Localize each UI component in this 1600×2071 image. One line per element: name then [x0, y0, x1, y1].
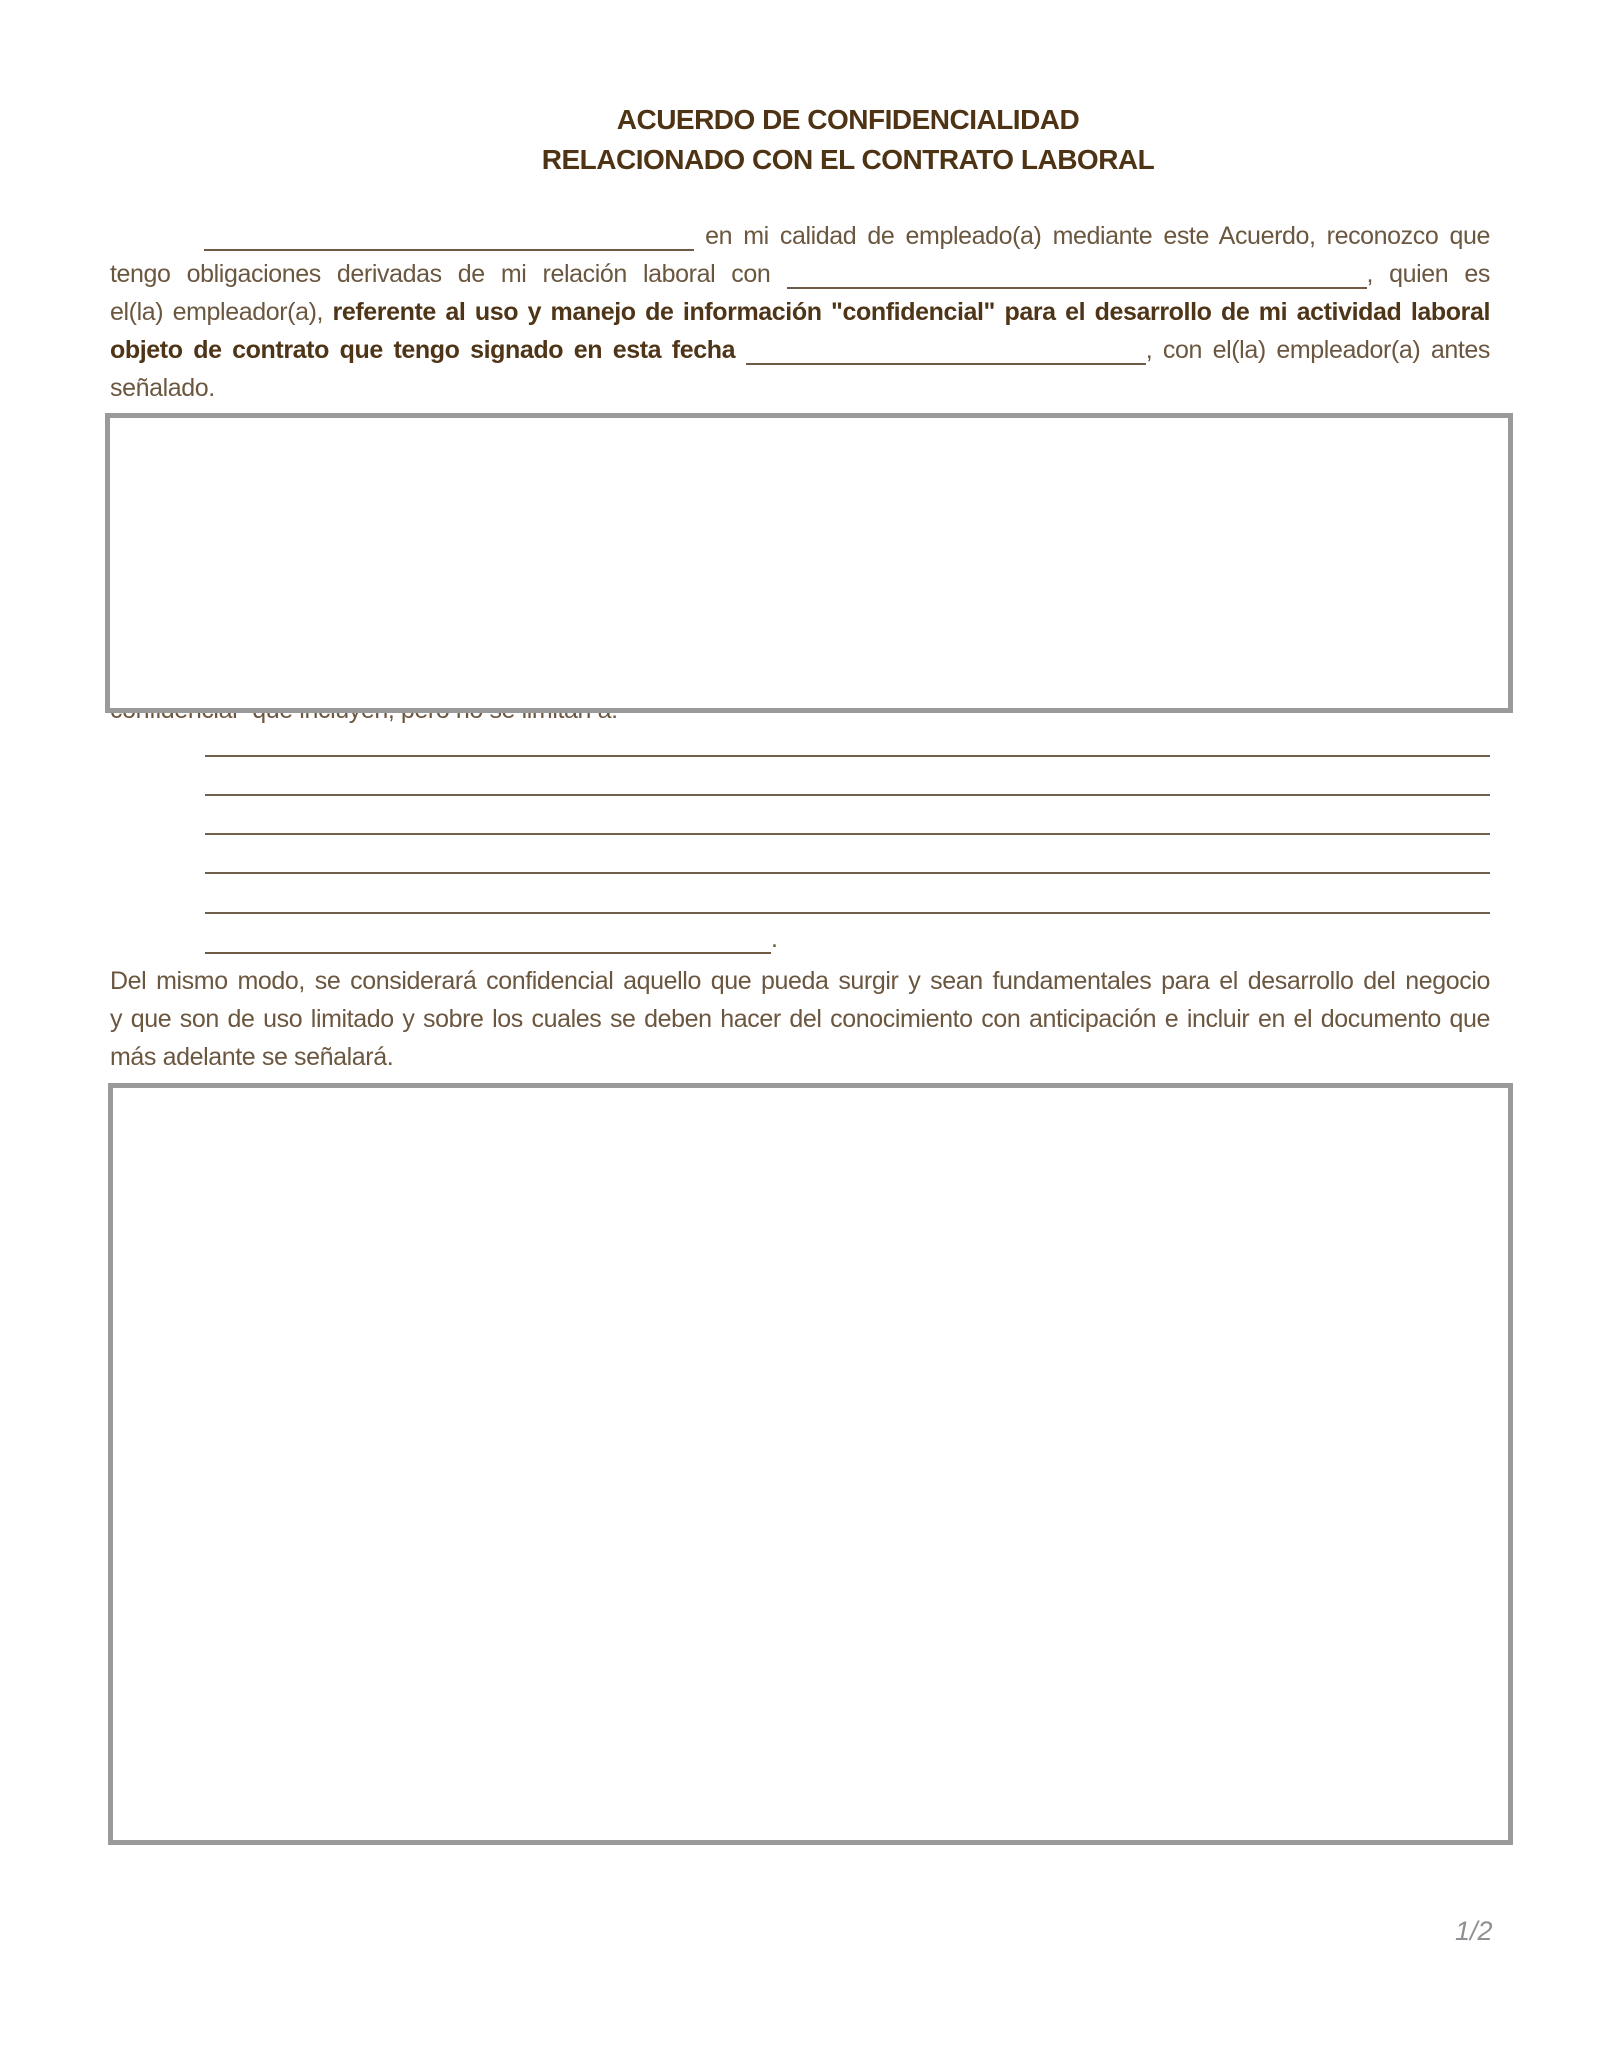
intro-line-3-regular: el(la) empleador(a),: [110, 298, 324, 326]
blank-employer-name[interactable]: [787, 287, 1367, 289]
fill-line-4[interactable]: [205, 872, 1490, 874]
intro-line-1: [110, 217, 1490, 255]
title-line-2: RELACIONADO CON EL CONTRATO LABORAL: [541, 144, 1155, 175]
page-number: 1/2: [1455, 1916, 1493, 1946]
fill-line-6-period: .: [771, 925, 778, 953]
document-title: [110, 100, 1490, 180]
fill-line-3[interactable]: [205, 833, 1490, 835]
title-line-1: ACUERDO DE CONFIDENCIALIDAD: [616, 104, 1080, 135]
intro-line-4: [110, 331, 1490, 369]
fill-line-6: [205, 920, 905, 958]
intro-line-3-bold: referente al uso y manejo de información "confidencial" para el desarrollo de mi actividad laboral: [332, 298, 1490, 326]
confidential-info-box[interactable]: [105, 413, 1513, 713]
second-paragraph: [110, 962, 1490, 1076]
intro-line-5: señalado.: [110, 374, 215, 402]
intro-line-3: [110, 293, 1490, 331]
fill-line-6-blank[interactable]: [205, 952, 771, 954]
intro-line-4-bold: objeto de contrato que tengo signado en esta fecha: [110, 336, 736, 364]
blank-employee-name[interactable]: [204, 249, 694, 251]
second-paragraph-line-3: más adelante se señalará.: [110, 1043, 394, 1071]
blank-contract-date[interactable]: [746, 363, 1146, 365]
fill-line-5[interactable]: [205, 912, 1490, 914]
fill-line-2[interactable]: [205, 794, 1490, 796]
second-paragraph-line-1: Del mismo modo, se considerará confidencial aquello que pueda surgir y sean fundamentales para el desarrollo del negocio: [110, 967, 1490, 995]
intro-paragraph: [110, 217, 1490, 407]
second-paragraph-line-2: y que son de uso limitado y sobre los cuales se deben hacer del conocimiento con anticipación e incluir en el documento que: [110, 1005, 1490, 1033]
intro-line-4-tail: , con el(la) empleador(a) antes: [1145, 336, 1490, 364]
additional-confidential-box[interactable]: [108, 1083, 1513, 1845]
intro-line-2-text: tengo obligaciones derivadas de mi relación laboral con: [110, 260, 771, 288]
intro-line-2: [110, 255, 1490, 293]
intro-line-1-text: en mi calidad de empleado(a) mediante este Acuerdo, reconozco que: [705, 222, 1490, 250]
fill-line-1[interactable]: [205, 755, 1490, 757]
intro-line-2-tail: , quien es: [1366, 260, 1490, 288]
